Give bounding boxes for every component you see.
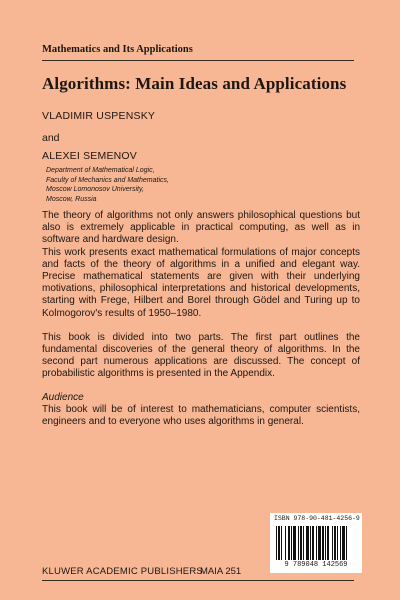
blurb-paragraph-3: This book is divided into two parts. The first part outlines the fundamental discoveries of the general theory of algorithms. In the second part numerous applications are discussed. The concept of probabilistic algorithms is presented in the Appendix. (42, 331, 360, 380)
author-1: VLADIMIR USPENSKY (42, 110, 156, 122)
affiliation-line: Department of Mathematical Logic, (46, 167, 155, 174)
barcode-icon (276, 526, 356, 560)
blurb-paragraph-1: The theory of algorithms not only answers philosophical questions but also is extremely applicable in practical computing, as well as in software and hardware design. (42, 210, 360, 246)
barcode-digits: 9 789048 142569 (284, 561, 348, 569)
series-title: Mathematics and Its Applications (42, 44, 193, 55)
isbn-label: ISBN 978-90-481-4256-9 (274, 515, 360, 522)
author-conjunction: and (42, 132, 60, 144)
affiliation (46, 166, 169, 204)
book-title: Algorithms: Main Ideas and Applications (42, 74, 347, 93)
top-rule (42, 60, 354, 61)
audience-heading: Audience (42, 391, 84, 403)
barcode-panel (270, 513, 362, 573)
author-2: ALEXEI SEMENOV (42, 150, 137, 162)
series-code: MAIA 251 (200, 566, 242, 577)
bottom-rule (42, 580, 354, 581)
affiliation-line: Moscow, Russia (46, 195, 97, 203)
audience-text: This book will be of interest to mathematicians, computer scientists, engineers and to everyone who uses algorithms in general. (42, 403, 360, 428)
blurb-paragraph-2: This work presents exact mathematical formulations of major concepts and facts of the theory of algorithms in a unified and elegant way. Precise mathematical statements are given with their underlying motivations, philosophical interpretations and historical developments, starting with Frege, Hilbert and Borel through Gödel and Turing up to Kolmogorov's results of 1950–1980. (42, 246, 360, 319)
affiliation-line: Moscow Lomonosov University, (46, 186, 144, 193)
affiliation-line: Faculty of Mechanics and Mathematics, (46, 176, 169, 184)
back-cover-blurb (42, 210, 360, 428)
publisher-name: KLUWER ACADEMIC PUBLISHERS (42, 566, 203, 577)
